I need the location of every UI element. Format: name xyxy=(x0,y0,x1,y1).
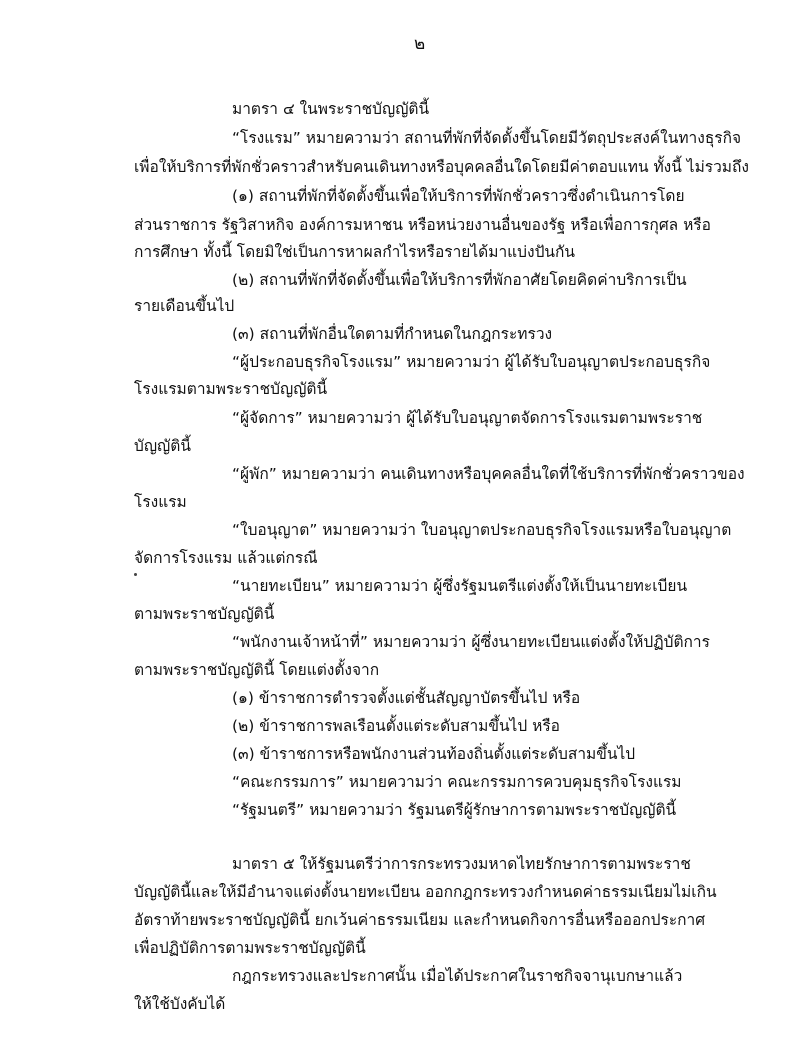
text-line: กฎกระทรวงและประกาศนั้น เมื่อได้ประกาศในราชกิจจานุเบกษาแล้ว xyxy=(232,967,683,985)
definition-license: “ใบอนุญาต” หมายความว่า ใบอนุญาตประกอบธุรกิจโรงแรมหรือใบอนุญาต xyxy=(232,521,732,539)
text-line: ให้ใช้บังคับได้ xyxy=(134,995,226,1013)
official-item-3: (๓) ข้าราชการหรือพนักงานส่วนท้องถิ่นตั้งแต่ระดับสามขึ้นไป xyxy=(232,745,636,763)
definition-minister: “รัฐมนตรี” หมายความว่า รัฐมนตรีผู้รักษาการตามพระราชบัญญัตินี้ xyxy=(232,801,677,819)
text-line: รายเดือนขึ้นไป xyxy=(134,297,235,315)
hotel-exclusion-3: (๓) สถานที่พักอื่นใดตามที่กำหนดในกฎกระทรวง xyxy=(232,325,553,343)
hotel-exclusion-1: (๑) สถานที่พักที่จัดตั้งขึ้นเพื่อให้บริการที่พักชั่วคราวซึ่งดำเนินการโดย xyxy=(232,187,685,205)
text-line: การศึกษา ทั้งนี้ โดยมิใช่เป็นการหาผลกำไรหรือรายได้มาแบ่งปันกัน xyxy=(134,243,575,261)
definition-official: “พนักงานเจ้าหน้าที่” หมายความว่า ผู้ซึ่งนายทะเบียนแต่งตั้งให้ปฏิบัติการ xyxy=(232,633,710,651)
text-line: เพื่อปฏิบัติการตามพระราชบัญญัตินี้ xyxy=(134,939,366,957)
official-item-1: (๑) ข้าราชการตำรวจตั้งแต่ชั้นสัญญาบัตรขึ้นไป หรือ xyxy=(232,689,581,707)
text-line: อัตราท้ายพระราชบัญญัตินี้ ยกเว้นค่าธรรมเนียม และกำหนดกิจการอื่นหรือออกประกาศ xyxy=(134,911,706,929)
definition-manager: “ผู้จัดการ” หมายความว่า ผู้ได้รับใบอนุญาตจัดการโรงแรมตามพระราช xyxy=(232,409,703,427)
definition-guest: “ผู้พัก” หมายความว่า คนเดินทางหรือบุคคลอื่นใดที่ใช้บริการที่พักชั่วคราวของ xyxy=(232,465,745,483)
section-5-heading: มาตรา ๕ ให้รัฐมนตรีว่าการกระทรวงมหาดไทยรักษาการตามพระราช xyxy=(232,855,691,873)
official-item-2: (๒) ข้าราชการพลเรือนตั้งแต่ระดับสามขึ้นไป หรือ xyxy=(232,717,560,735)
hotel-exclusion-2: (๒) สถานที่พักที่จัดตั้งขึ้นเพื่อให้บริการที่พักอาศัยโดยคิดค่าบริการเป็น xyxy=(232,271,687,289)
scan-speck xyxy=(134,573,137,576)
page-number: ๒ xyxy=(414,34,426,54)
definition-hotel-operator: “ผู้ประกอบธุรกิจโรงแรม” หมายความว่า ผู้ได้รับใบอนุญาตประกอบธุรกิจ xyxy=(232,353,711,371)
text-line: ตามพระราชบัญญัตินี้ โดยแต่งตั้งจาก xyxy=(134,661,380,679)
definition-hotel: “โรงแรม” หมายความว่า สถานที่พักที่จัดตั้งขึ้นโดยมีวัตถุประสงค์ในทางธุรกิจ xyxy=(232,129,742,147)
text-line: โรงแรม xyxy=(134,493,187,511)
definition-committee: “คณะกรรมการ” หมายความว่า คณะกรรมการควบคุมธุรกิจโรงแรม xyxy=(232,773,682,791)
text-line: โรงแรมตามพระราชบัญญัตินี้ xyxy=(134,380,328,398)
text-line: จัดการโรงแรม แล้วแต่กรณี xyxy=(134,549,318,567)
section-4-heading: มาตรา ๔ ในพระราชบัญญัตินี้ xyxy=(232,100,430,118)
text-line: บัญญัตินี้ xyxy=(134,437,191,455)
text-line: ตามพระราชบัญญัตินี้ xyxy=(134,605,275,623)
text-line: เพื่อให้บริการที่พักชั่วคราวสำหรับคนเดินทางหรือบุคคลอื่นใดโดยมีค่าตอบแทน ทั้งนี้ ไม่รวมถึง xyxy=(134,158,749,176)
text-line: ส่วนราชการ รัฐวิสาหกิจ องค์การมหาชน หรือหน่วยงานอื่นของรัฐ หรือเพื่อการกุศล หรือ xyxy=(134,216,711,234)
definition-registrar: “นายทะเบียน” หมายความว่า ผู้ซึ่งรัฐมนตรีแต่งตั้งให้เป็นนายทะเบียน xyxy=(232,577,688,595)
text-line: บัญญัตินี้และให้มีอำนาจแต่งตั้งนายทะเบียน ออกกฎกระทรวงกำหนดค่าธรรมเนียมไม่เกิน xyxy=(134,883,717,901)
